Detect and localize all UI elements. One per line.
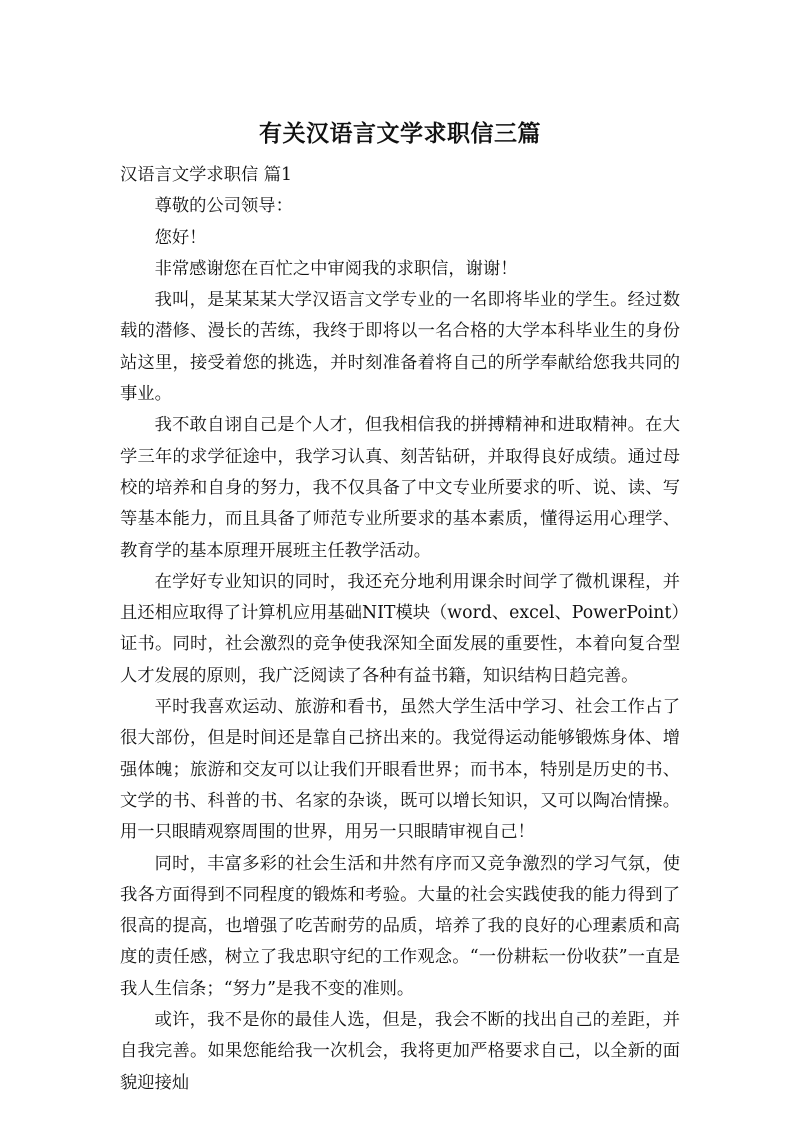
- document-body: [120, 160, 680, 1099]
- body-paragraph: 我叫，是某某某大学汉语言文学专业的一名即将毕业的学生。经过数载的潜修、漫长的苦练，我终于即将以一名合格的大学本科毕业生的身份站这里，接受着您的挑选，并时刻准备着将自己的所学奉献给您我共同的事业。: [120, 290, 680, 405]
- document-title: 有关汉语言文学求职信三篇: [259, 121, 541, 147]
- section-heading: 汉语言文学求职信 篇1: [120, 165, 293, 185]
- body-paragraph: 在学好专业知识的同时，我还充分地利用课余时间学了微机课程，并且还相应取得了计算机应用基础NIT模块（word、excel、PowerPoint）证书。同时，社会激烈的竞争使我深知全面发展的重要性，本着向复合型人才发展的原则，我广泛阅读了各种有益书籍，知识结构日趋完善。: [120, 571, 680, 686]
- body-paragraph: 我不敢自诩自己是个人才，但我相信我的拼搏精神和进取精神。在大学三年的求学征途中，我学习认真、刻苦钻研，并取得良好成绩。通过母校的培养和自身的努力，我不仅具备了中文专业所要求的听、说、读、写等基本能力，而且具备了师范专业所要求的基本素质，懂得运用心理学、教育学的基本原理开展班主任教学活动。: [120, 415, 680, 561]
- greeting: 您好！: [154, 227, 207, 248]
- body-paragraph: 或许，我不是你的最佳人选，但是，我会不断的找出自己的差距，并自我完善。如果您能给我一次机会，我将更加严格要求自己，以全新的面貌迎接灿: [120, 1010, 680, 1093]
- body-paragraph: 同时，丰富多彩的社会生活和井然有序而又竞争激烈的学习气氛，使我各方面得到不同程度的锻炼和考验。大量的社会实践使我的能力得到了很高的提高，也增强了吃苦耐劳的品质，培养了我的良好的心理素质和高度的责任感，树立了我忠职守纪的工作观念。“一份耕耘一份收获”一直是我人生信条；“努力”是我不变的准则。: [120, 853, 680, 999]
- body-paragraph: 非常感谢您在百忙之中审阅我的求职信，谢谢！: [154, 258, 518, 279]
- salutation: 尊敬的公司领导：: [154, 196, 293, 217]
- body-paragraph: 平时我喜欢运动、旅游和看书，虽然大学生活中学习、社会工作占了很大部份，但是时间还是靠自己挤出来的。我觉得运动能够锻炼身体、增强体魄；旅游和交友可以让我们开眼看世界；而书本，特别是历史的书、文学的书、科普的书、名家的杂谈，既可以增长知识，又可以陶冶情操。用一只眼睛观察周围的世界，用另一只眼睛审视自己！: [120, 697, 680, 843]
